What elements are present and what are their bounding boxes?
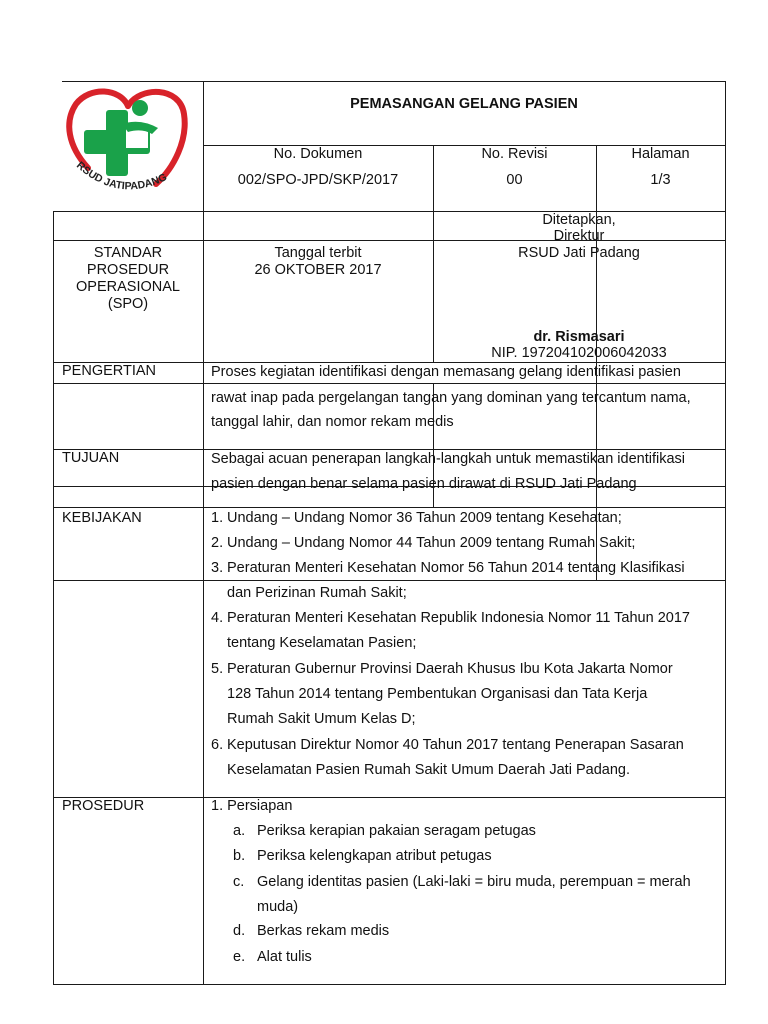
policy-number: 6.	[211, 737, 224, 753]
pengertian-text-line: Proses kegiatan identifikasi dengan memasang gelang identifikasi pasien	[211, 364, 681, 380]
policy-text-line: Peraturan Menteri Kesehatan Republik Indonesia Nomor 11 Tahun 2017	[227, 610, 690, 626]
section-label-pengertian: PENGERTIAN	[62, 363, 157, 379]
revision-label: No. Revisi	[481, 146, 548, 162]
logo-text: RSUD JATIPADANG	[74, 159, 169, 193]
section-label-tujuan: TUJUAN	[62, 450, 120, 466]
policy-text-line: Rumah Sakit Umum Kelas D;	[227, 711, 416, 727]
table-border	[725, 81, 726, 985]
doc-number-value: 002/SPO-JPD/SKP/2017	[237, 172, 399, 188]
page-value: 1/3	[650, 172, 671, 188]
pengertian-text-line: rawat inap pada pergelangan tangan yang dominan yang tercantum nama,	[211, 390, 691, 406]
table-border	[53, 449, 726, 450]
policy-text-line: dan Perizinan Rumah Sakit;	[227, 585, 407, 601]
tujuan-text-line: Sebagai acuan penerapan langkah-langkah untuk memastikan identifikasi	[211, 451, 685, 467]
policy-text-line: Undang – Undang Nomor 36 Tahun 2009 tentang Kesehatan;	[227, 510, 622, 526]
policy-text-line: Undang – Undang Nomor 44 Tahun 2009 tentang Rumah Sakit;	[227, 535, 636, 551]
policy-number: 2.	[211, 535, 224, 551]
spo-label-line: PROSEDUR	[86, 262, 170, 278]
table-border	[53, 383, 726, 384]
procedure-item-text: Periksa kerapian pakaian seragam petugas	[257, 823, 536, 839]
table-border	[53, 580, 726, 581]
procedure-item-letter: a.	[233, 823, 246, 839]
procedure-step-title: 1. Persiapan	[211, 798, 293, 814]
policy-number: 3.	[211, 560, 224, 576]
policy-text-line: Keselamatan Pasien Rumah Sakit Umum Daerah Jati Padang.	[227, 762, 630, 778]
spo-label-line: STANDAR	[93, 245, 163, 261]
procedure-item-letter: e.	[233, 949, 246, 965]
hospital-name: RSUD Jati Padang	[518, 245, 640, 261]
doc-number-label: No. Dokumen	[273, 146, 363, 162]
table-border	[53, 797, 726, 798]
section-label-kebijakan: KEBIJAKAN	[62, 510, 142, 526]
policy-text-line: tentang Keselamatan Pasien;	[227, 635, 417, 651]
approved-label: Ditetapkan,	[542, 212, 616, 228]
procedure-item-text: Periksa kelengkapan atribut petugas	[257, 848, 492, 864]
procedure-item-letter: c.	[233, 874, 245, 890]
director-label: Direktur	[553, 228, 605, 244]
procedure-item-text: muda)	[257, 899, 299, 915]
table-border	[62, 81, 726, 82]
document-title: PEMASANGAN GELANG PASIEN	[350, 96, 578, 112]
signer-name: dr. Rismasari	[533, 329, 625, 345]
tujuan-text-line: pasien dengan benar selama pasien dirawat di RSUD Jati Padang	[211, 476, 637, 492]
table-border	[53, 984, 726, 985]
pengertian-text-line: tanggal lahir, dan nomor rekam medis	[211, 414, 454, 430]
section-label-prosedur: PROSEDUR	[62, 798, 145, 814]
table-border	[53, 507, 726, 508]
policy-text-line: 128 Tahun 2014 tentang Pembentukan Organisasi dan Tata Kerja	[227, 686, 648, 702]
issue-date-label: Tanggal terbit	[274, 245, 362, 261]
revision-value: 00	[506, 172, 523, 188]
table-border	[53, 211, 54, 985]
spo-label-line: OPERASIONAL	[76, 279, 180, 295]
policy-number: 5.	[211, 661, 224, 677]
procedure-item-letter: d.	[233, 923, 246, 939]
signer-nip: NIP. 197204102006042033	[491, 345, 667, 361]
policy-number: 1.	[211, 510, 224, 526]
spo-label-line: (SPO)	[107, 296, 149, 312]
procedure-item-text: Gelang identitas pasien (Laki-laki = biru muda, perempuan = merah	[257, 874, 691, 890]
procedure-item-text: Berkas rekam medis	[257, 923, 390, 939]
hospital-logo	[62, 84, 192, 206]
procedure-item-text: Alat tulis	[257, 949, 312, 965]
page-label: Halaman	[631, 146, 690, 162]
procedure-item-letter: b.	[233, 848, 246, 864]
issue-date-value: 26 OKTOBER 2017	[254, 262, 382, 278]
policy-text-line: Keputusan Direktur Nomor 40 Tahun 2017 tentang Penerapan Sasaran	[227, 737, 684, 753]
policy-number: 4.	[211, 610, 224, 626]
policy-text-line: Peraturan Menteri Kesehatan Nomor 56 Tahun 2014 tentang Klasifikasi	[227, 560, 685, 576]
table-border	[203, 81, 204, 985]
policy-text-line: Peraturan Gubernur Provinsi Daerah Khusus Ibu Kota Jakarta Nomor	[227, 661, 673, 677]
